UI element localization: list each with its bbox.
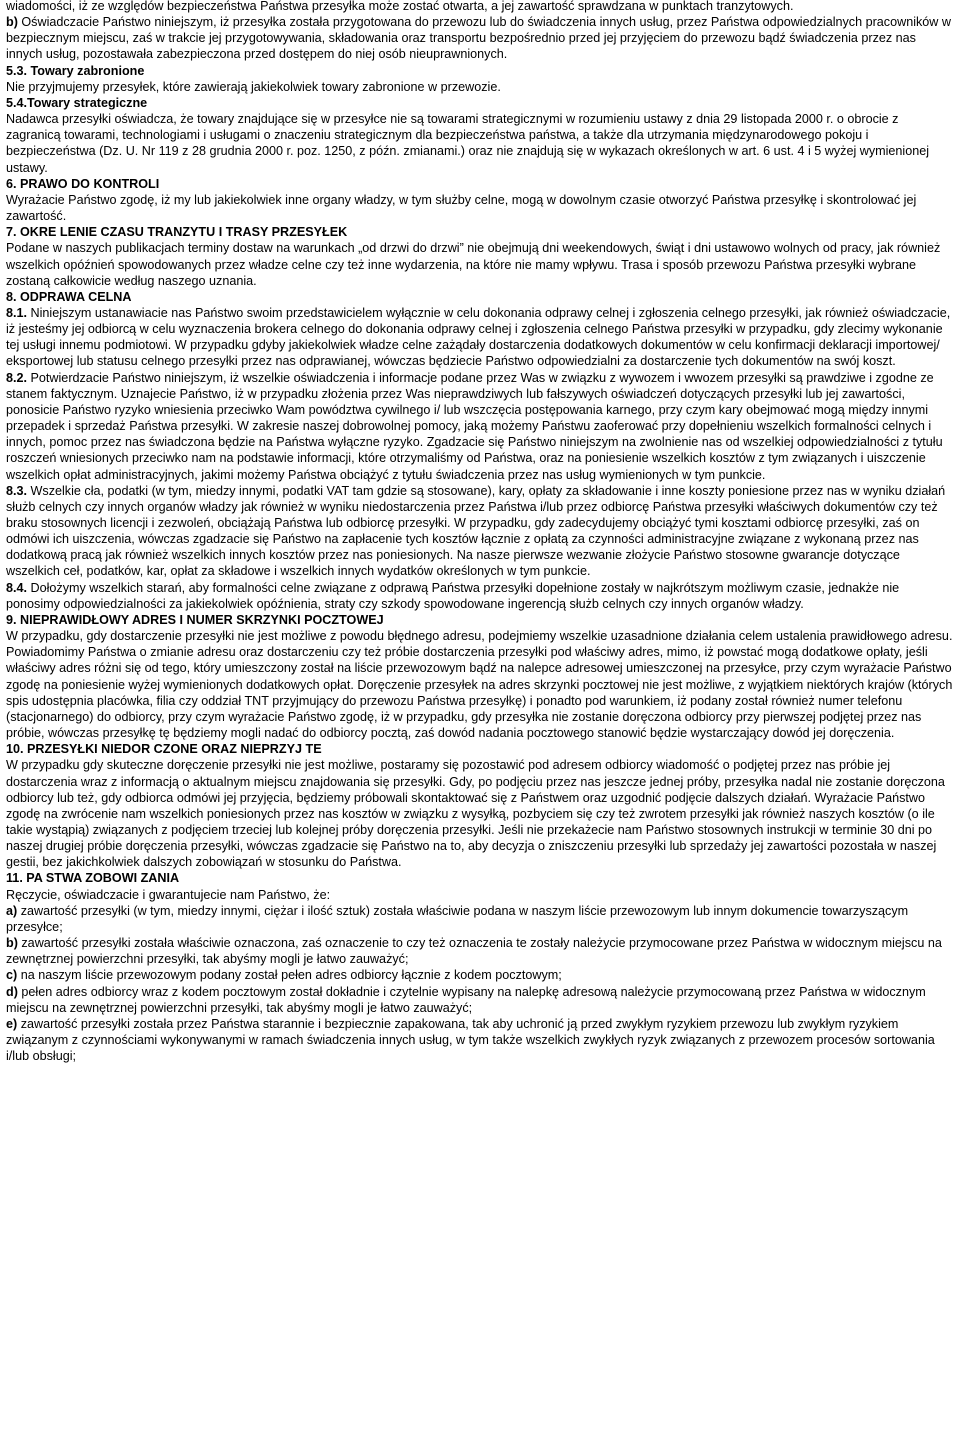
list-item-e: e) zawartość przesyłki została przez Państwa starannie i bezpiecznie zapakowana, tak aby uchronić ją przed zwykłym ryzykiem przewozu lub zwykłym ryzykiem związanym z czynnościami wykonywanymi w ramach świadczenia innych usług, w tym także wszelkich zwykłych ryzyk związanych z przewozem procesów sortowania i/lub obsługi; xyxy=(6,1016,935,1064)
paragraph-5-3: Nie przyjmujemy przesyłek, które zawierają jakiekolwiek towary zabronione w przewozie. xyxy=(6,79,501,94)
section-heading-9: 9. NIEPRAWIDŁOWY ADRES I NUMER SKRZYNKI POCZTOWEJ xyxy=(6,612,384,627)
paragraph-8-4: 8.4. Dołożymy wszelkich starań, aby formalności celne związane z odprawą Państwa przesyłki dopełnione zostały w najkrótszym możliwym czasie, jednakże nie ponosimy odpowiedzialności za jakiekolwiek opóźnienia, straty czy szkody spowodowane ingerencją służb celnych czy innych organów władzy. xyxy=(6,580,900,611)
paragraph-6: Wyrażacie Państwo zgodę, iż my lub jakiekolwiek inne organy władzy, w tym służby celne, mogą w dowolnym czasie otworzyć Państwa przesyłkę i skontrolować jej zawartość. xyxy=(6,192,917,224)
paragraph-5-2-b: b) Oświadczacie Państwo niniejszym, iż przesyłka została przygotowana do przewozu lub do świadczenia innych usług, przez Państwa odpowiedzialnych pracowników w bezpiecznym miejscu, zaś w trakcie jej przygotowywania, składowania oraz transportu bezpośrednio przed jej przyjęciem do przewozu bądź świadczenia przez nas innych usług, pozostawała zabezpieczona przed dostępem do niej osób nieuprawnionych. xyxy=(6,15,951,62)
section-heading-5-3: 5.3. Towary zabronione xyxy=(6,63,145,78)
paragraph-7: Podane w naszych publikacjach terminy dostaw na warunkach „od drzwi do drzwi” nie obejmują dni weekendowych, świąt i dni ustawowo wolnych od pracy, jak również wszelkich opóźnień spowodowanych przez władze celne czy też inne wydarzenia, na które nie mamy wpływu. Trasa i sposób przewozu Państwa przesyłki wybrane zostaną całkowicie według naszego uznania. xyxy=(6,241,941,288)
section-heading-11: 11. PA STWA ZOBOWI ZANIA xyxy=(6,871,180,886)
paragraph-continuation: wiadomości, iż ze względów bezpieczeństwa Państwa przesyłka może zostać otwarta, a jej zawartość sprawdzana w punktach tranzytowych. xyxy=(6,0,794,13)
section-heading-7: 7. OKRE LENIE CZASU TRANZYTU I TRASY PRZESYŁEK xyxy=(6,225,348,240)
paragraph-11-intro: Ręczycie, oświadczacie i gwarantujecie nam Państwo, że: xyxy=(6,887,331,902)
paragraph-8-2: 8.2. Potwierdzacie Państwo niniejszym, iż wszelkie oświadczenia i informacje podane przez Was w związku z wywozem i wwozem przesyłki są prawdziwe i zgodne ze stanem faktycznym. Uznajecie Państwo, iż w przypadku złożenia przez Was nieprawdziwych lub fałszywych oświadczeń dotyczących przesyłki lub jej zawartości, ponosicie Państwo ryzyko wniesienia przeciwko Wam powództwa cywilnego i/ lub wszczęcia postępowania karnego, przy czym kary obejmować mogą między innymi przepadek i sprzedaż Państwa przesyłki. W zakresie naszej dobrowolnej pomocy, jaką możemy Państwu zaoferować przy dopełnieniu wszelkich formalności celnych i innych, pomoc przez nas świadczona będzie na Państwa wyłączne ryzyko. Zgadzacie się Państwo niniejszym na zwolnienie nas od wszelkiej odpowiedzialności z tytułu roszczeń wniesionych przeciwko nam na podstawie informacji, które otrzymaliśmy od Państwa, oraz na poniesienie wszelkich kosztów z tym związanych i uiszczenie wszelkich opłat administracyjnych, jakimi możemy Państwa obciążyć z tytułu świadczenia przez nas usług wymienionych w tym punkcie. xyxy=(6,370,943,482)
paragraph-9: W przypadku, gdy dostarczenie przesyłki nie jest możliwe z powodu błędnego adresu, podejmiemy wszelkie uzasadnione działania celem ustalenia prawidłowego adresu. Powiadomimy Państwa o zmianie adresu oraz dostarczeniu czy też próbie dostarczenia przesyłki pod właściwy adres, mimo, iż powstać mogą dodatkowe opłaty, jeśli właściwy adres różni się od tego, który umieszczony został na liście przewozowym bądź na nalepce adresowej umieszczonej na przesyłce, przy czym wyrażacie Państwo zgodę na poniesienie wyżej wymienionych dodatkowych opłat. Doręczenie przesyłek na adres skrzynki pocztowej nie jest możliwe, z wyjątkiem niektórych krajów (których spis udostępnia placówka, filia czy oddział TNT przyjmujący do przewozu Państwa przesyłkę) i ponadto pod warunkiem, iż podany został również numer telefonu (stacjonarnego) do odbiorcy, przy czym wyrażacie Państwo zgodę, iż w przypadku, gdy przesyłka nie zostanie doręczona odbiorcy przy pierwszej podjętej przez nas próbie, wówczas przesyłkę tę będziemy mogli nadać do odbiorcy pocztą, zaś dowód nadania pocztowego stanowić będzie wystarczający dowód jej doręczenia. xyxy=(6,629,953,741)
section-heading-10: 10. PRZESYŁKI NIEDOR CZONE ORAZ NIEPRZYJ TE xyxy=(6,742,322,757)
paragraph-8-1: 8.1. Niniejszym ustanawiacie nas Państwo swoim przedstawicielem wyłącznie w celu dokonania odprawy celnej i zgłoszenia celnego przesyłki, jak również oświadczacie, iż jesteśmy jej odbiorcą w celu wyznaczenia brokera celnego do dokonania odprawy celnej i zgłoszenia celnego Państwa przesyłki w przypadku, gdy zlecimy wykonanie tej usługi innemu podmiotowi. W przypadku gdyby jakiekolwiek władze celne zażądały dostarczenia dodatkowych dokumentów w celu konfirmacji deklaracji importowej/ eksportowej lub statusu celnego przesyłki przez nas odprawianej, wówczas będziecie Państwo odpowiedzialni za dostarczenie tych dokumentów na swój koszt. xyxy=(6,305,951,369)
list-item-a: a) zawartość przesyłki (w tym, miedzy innymi, ciężar i ilość sztuk) została właściwie podana w naszym liście przewozowym lub innym dokumencie towarzyszącym przesyłce; xyxy=(6,903,909,934)
list-item-d: d) pełen adres odbiorcy wraz z kodem pocztowym został dokładnie i czytelnie wypisany na nalepkę adresową należycie przymocowaną przez Państwa w widocznym miejscu na zewnętrznej powierzchni przesyłki, tak abyśmy mogli je łatwo zauważyć; xyxy=(6,984,926,1015)
paragraph-8-3: 8.3. Wszelkie cła, podatki (w tym, miedzy innymi, podatki VAT tam gdzie są stosowane), kary, opłaty za składowanie i inne koszty poniesione przez nas w wyniku działań służb celnych czy innych organów władzy jak również w wyniku niedostarczenia przez Państwa i/lub przez odbiorcę Państwa przesyłki właściwych dokumentów czy też braku stosownych licencji i zezwoleń, obciążają Państwa lub odbiorcę przesyłki. W przypadku, gdy zadecydujemy obciążyć tymi kosztami odbiorcę przesyłki, zaś on odmówi ich uiszczenia, wówczas zgadzacie się Państwo na zapłacenie tych kosztów łącznie z opłatą za czynności administracyjne związane z wykonaną przez nas dodatkową pracą jak również wszelkich innych kosztów przez nas poniesionych. Na nasze pierwsze wezwanie złożycie Państwo stosowne gwarancje dotyczące wszelkich ceł, podatków, kar, opłat za składowe i wszelkich innych wydatków określonych w tym punkcie. xyxy=(6,483,946,579)
section-heading-6: 6. PRAWO DO KONTROLI xyxy=(6,176,160,191)
paragraph-5-4: Nadawca przesyłki oświadcza, że towary znajdujące się w przesyłce nie są towarami strategicznymi w rozumieniu ustawy z dnia 29 listopada 2000 r. o obrocie z zagranicą towarami, technologiami i usługami o znaczeniu strategicznym dla bezpieczeństwa państwa, a także dla utrzymania międzynarodowego pokoju i bezpieczeństwa (Dz. U. Nr 119 z 28 grudnia 2000 r. poz. 1250, z późn. zmianami.) oraz nie znajdują się w wykazach określonych w art. 6 ust. 4 i 5 wyżej wymienionej ustawy. xyxy=(6,112,930,175)
list-item-c: c) na naszym liście przewozowym podany został pełen adres odbiorcy łącznie z kodem pocztowym; xyxy=(6,968,562,983)
section-heading-8: 8. ODPRAWA CELNA xyxy=(6,289,132,304)
paragraph-10: W przypadku gdy skuteczne doręczenie przesyłki nie jest możliwe, postaramy się pozostawić pod adresem odbiorcy wiadomość o podjętej przez nas próbie jej dostarczenia wraz z informacją o aktualnym miejscu znajdowania się przesyłki. Gdy, po podjęciu przez nas jeszcze jednej próby, przesyłka nadal nie zostanie doręczona odbiorcy lub też, gdy odbiorca odmówi jej przyjęcia, będziemy próbowali skontaktować się z Państwem oraz uzgodnić podjęcie dalszych działań. Wyrażacie Państwo zgodę na zwrócenie nam wszelkich poniesionych przez nas kosztów w związku z wysyłką, pozbyciem się czy też zwrotem przesyłki jak również naszych kosztów (o ile takie wystąpią) związanych z podjęciem trzeciej lub kolejnej próby doręczenia przesyłki. Jeśli nie przekażecie nam Państwo stosownych instrukcji w terminie 30 dni po naszej drugiej próbie doręczenia przesyłki, wówczas zgadzacie się Państwo na to, aby decyzja o zniszczeniu przesyłki lub sprzedaży jej zawartości pozostała w naszej gestii, bez jakichkolwiek dalszych zobowiązań w stosunku do Państwa. xyxy=(6,758,945,870)
section-heading-5-4: 5.4.Towary strategiczne xyxy=(6,95,148,110)
list-item-b: b) zawartość przesyłki została właściwie oznaczona, zaś oznaczenie to czy też oznaczenia te zostały należycie przymocowane przez Państwa w widocznym miejscu na zewnętrznej powierzchni przesyłki, tak abyśmy mogli je łatwo zauważyć; xyxy=(6,936,942,967)
